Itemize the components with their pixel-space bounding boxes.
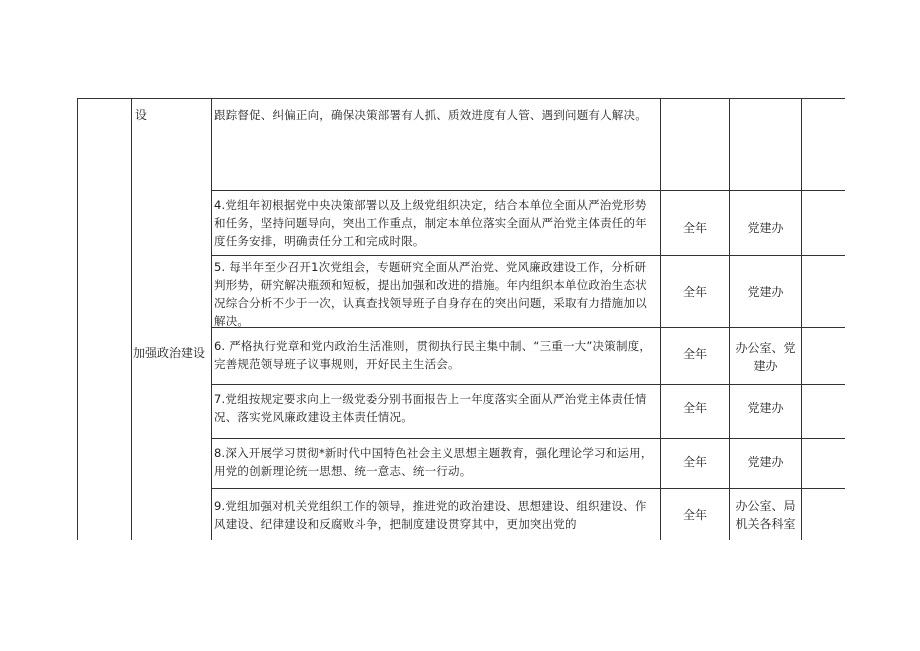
column-divider (211, 98, 212, 540)
table-left-border (77, 98, 78, 540)
column-divider (729, 98, 730, 540)
column-divider (131, 98, 132, 540)
category-cell-top: 设 (135, 108, 148, 122)
task-content: 8.深入开展学习贯彻*新时代中国特色社会主义思想主题教育，强化理论学习和运用，用党的创新理论统一思想、统一意志、统一行动。 (214, 446, 653, 478)
department-cell: 党建办 (747, 221, 784, 235)
task-content: 7.党组按规定要求向上一级党委分别书面报告上一年度落实全面从严治党主体责任情况、落实党风廉政建设主体责任情况。 (214, 392, 647, 424)
row-divider (211, 255, 845, 256)
department-cell: 办公室、党建办 (735, 341, 796, 373)
time-cell: 全年 (682, 285, 707, 299)
row-divider (211, 384, 845, 385)
department-cell: 党建办 (747, 455, 784, 469)
department-cell: 办公室、局机关各科室 (735, 499, 796, 531)
task-content: 5. 每半年至少召开1次党组会，专题研究全面从严治党、党风廉政建设工作，分析研判形势，研究解决瓶颈和短板，提出加强和改进的措施。年内组织本单位政治生态状况综合分析不少于一次，认真查找领导班子自身存在的突出问题，采取有力措施加以解决。 (214, 260, 647, 328)
column-divider (660, 98, 661, 540)
row-divider (211, 488, 845, 489)
task-content: 4.党组年初根据党中央决策部署以及上级党组织决定，结合本单位全面从严治党形势和任务，坚持问题导向，突出工作重点，制定本单位落实全面从严治党主体责任的年度任务安排，明确责任分工和完成时限。 (214, 198, 647, 248)
department-cell: 党建办 (747, 285, 784, 299)
task-content: 9.党组加强对机关党组织工作的领导，推进党的政治建设、思想建设、组织建设、作风建设、纪律建设和反腐败斗争，把制度建设贯穿其中，更加突出党的 (214, 499, 647, 531)
time-cell: 全年 (682, 221, 707, 235)
task-content: 6. 严格执行党章和党内政治生活准则，贯彻执行民主集中制、“三重一大”决策制度，完善规范领导班子议事规则，开好民主生活会。 (214, 339, 652, 371)
column-divider (801, 98, 802, 540)
responsibility-table (77, 98, 845, 540)
time-cell: 全年 (682, 508, 707, 522)
department-cell: 党建办 (747, 401, 784, 415)
time-cell: 全年 (682, 347, 707, 361)
time-cell: 全年 (682, 455, 707, 469)
row-divider (211, 190, 845, 191)
row-divider (211, 438, 845, 439)
time-cell: 全年 (682, 401, 707, 415)
category-cell-main: 加强政治建设 (133, 346, 206, 360)
task-content: 跟踪督促、纠偏正向，确保决策部署有人抓、质效进度有人管、遇到问题有人解决。 (214, 108, 647, 122)
